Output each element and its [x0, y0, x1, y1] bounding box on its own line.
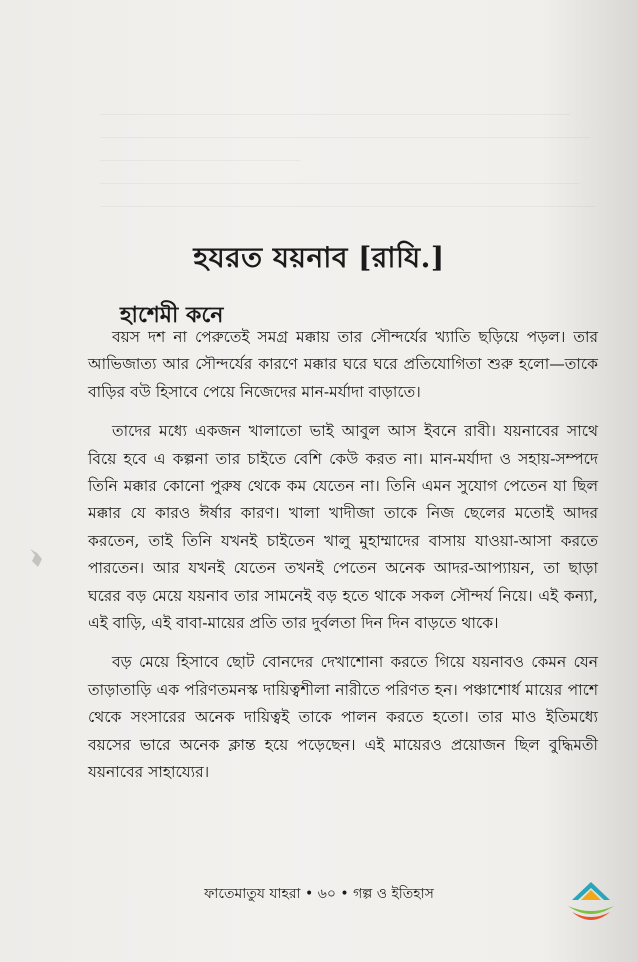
- ink-smudge: [26, 545, 48, 571]
- body-text: [88, 324, 598, 799]
- publisher-logo-icon: [562, 876, 620, 932]
- section-heading: হাশেমী কনে: [120, 302, 224, 328]
- paragraph: বড় মেয়ে হিসাবে ছোট বোনদের দেখাশোনা করতে গিয়ে যয়নাবও কেমন যেন তাড়াতাড়ি এক পরিণতমনস্ক দায়িত্বশীলা নারীতে পরিণত হন। পঞ্চাশোর্ধ মায়ের পাশে থেকে সংসারের অনেক দায়িত্বই তাকে পালন করতে হতো। তার মাও ইতিমধ্যে বয়সের ভারে অনেক ক্লান্ত হয়ে পড়েছেন। এই মায়েরও প্রয়োজন ছিল বুদ্ধিমতী যয়নাবের সাহায্যের।: [88, 653, 598, 782]
- paragraph: বয়স দশ না পেরুতেই সমগ্র মক্কায় তার সৌন্দর্যের খ্যাতি ছড়িয়ে পড়ল। তার আভিজাত্য আর সৌন্দর্যের কারণে মক্কার ঘরে ঘরে প্রতিযোগিতা শুরু হলো—তাকে বাড়ির বউ হিসাবে পেয়ে নিজেদের মান-মর্যাদা বাড়াতে।: [88, 328, 598, 401]
- paragraph: তাদের মধ্যে একজন খালাতো ভাই আবুল আস ইবনে রাবী। যয়নাবের সাথে বিয়ে হবে এ কল্পনা তার চাইতে বেশি কেউ করত না। মান-মর্যাদা ও সহায়-সম্পদে তিনি মক্কার কোনো পুরুষ থেকে কম যেতেন না। তিনি এমন সুযোগ পেতেন যা ছিল মক্কার যে কারও ঈর্ষার কারণ। খালা খাদীজা তাকে নিজ ছেলের মতোই আদর করতেন, তাই তিনি যখনই চাইতেন খালু মুহাম্মাদের বাসায় যাওয়া-আসা করতে পারতেন। আর যখনই যেতেন তখনই পেতেন অনেক আদর-আপ্যায়ন, তা ছাড়া ঘরের বড় মেয়ে যয়নাব তার সামনেই বড় হতে থাকে সকল সৌন্দর্য নিয়ে। এই কন্যা, এই বাড়ি, এই বাবা-মায়ের প্রতি তার দুর্বলতা দিন দিন বাড়তে থাকে।: [88, 422, 598, 633]
- chapter-title: হযরত যয়নাব [রাযি.]: [193, 241, 445, 274]
- bleed-through-text: [100, 92, 600, 207]
- page-footer: ফাতেমাতুয যাহরা • ৬০ • গল্প ও ইতিহাস: [204, 886, 434, 902]
